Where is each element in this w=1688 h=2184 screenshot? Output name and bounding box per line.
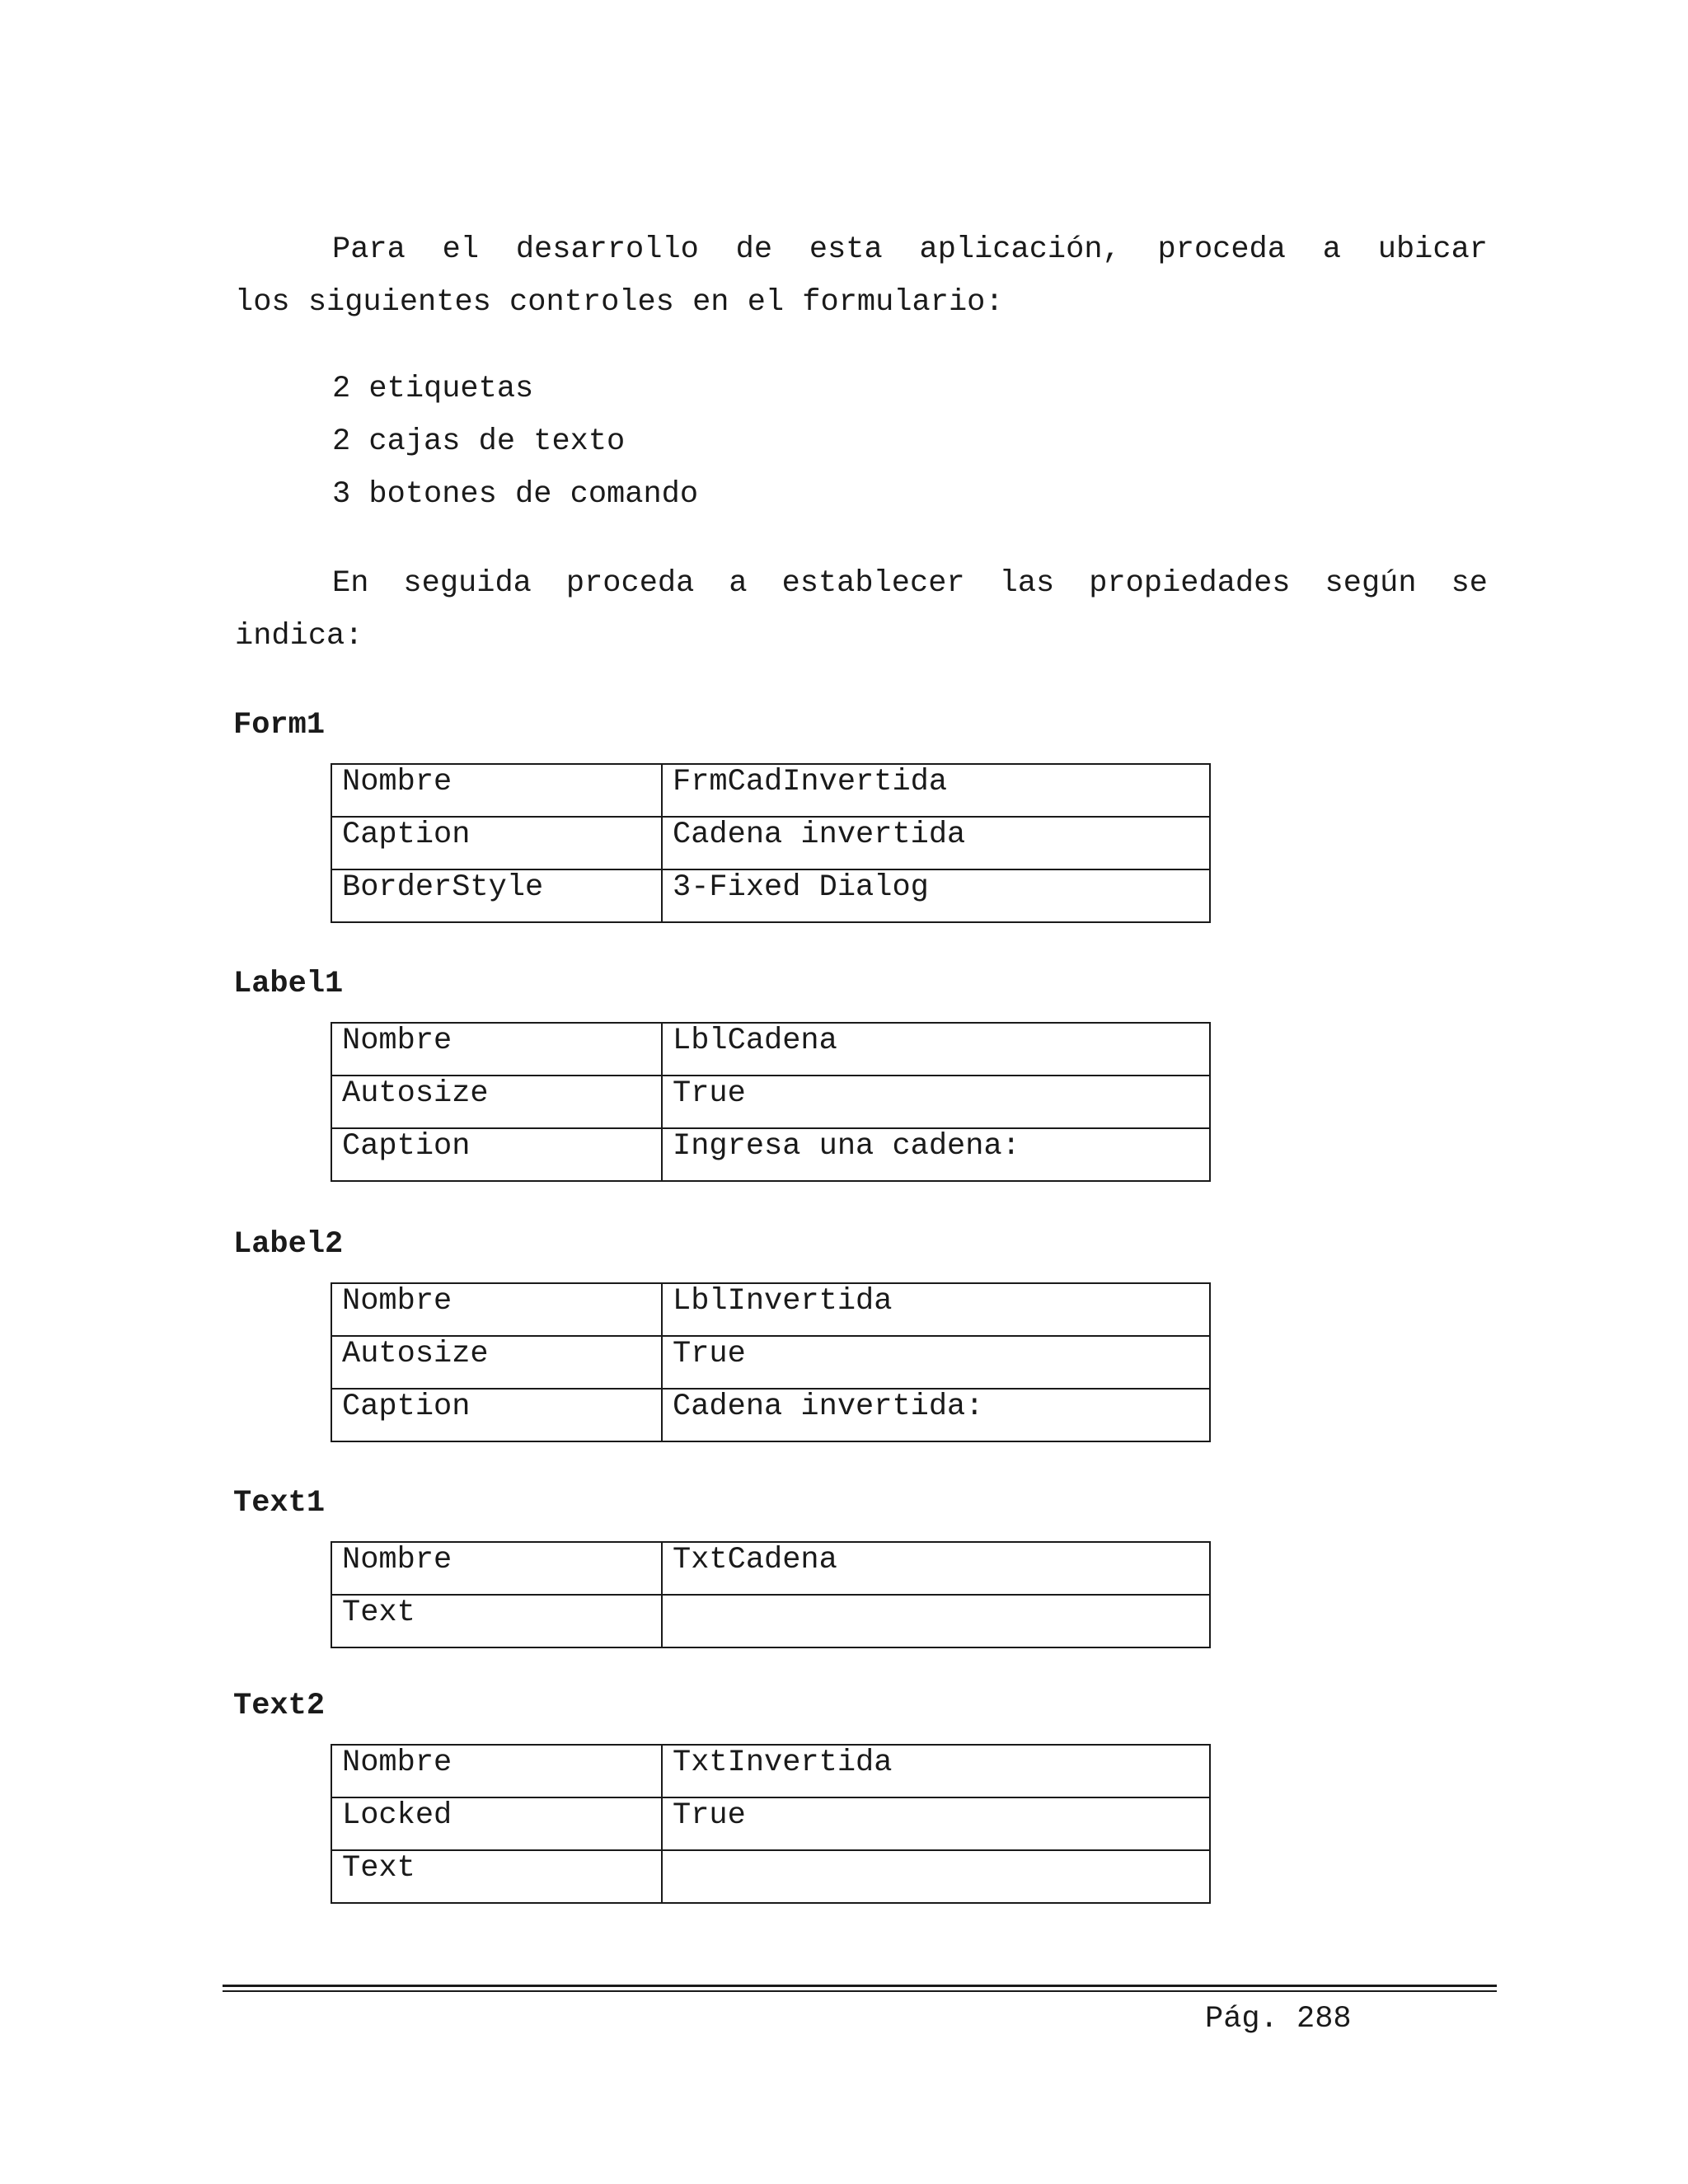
- property-value: Cadena invertida: [662, 817, 1210, 869]
- property-name: Text: [331, 1850, 662, 1903]
- table-row: [331, 1023, 1210, 1076]
- property-name: Text: [331, 1595, 662, 1647]
- instruction-line-2: indica:: [235, 619, 363, 654]
- property-name: Nombre: [331, 1542, 662, 1595]
- table-row: [331, 1745, 1210, 1797]
- property-value: True: [662, 1797, 1210, 1850]
- properties-table-form1: [331, 763, 1211, 923]
- table-row: [331, 1389, 1210, 1441]
- table-row: [331, 764, 1210, 817]
- instruction-line-1: En seguida proceda a establecer las propiedades según se: [332, 566, 1488, 601]
- instruction-paragraph: [235, 557, 1488, 663]
- property-name: BorderStyle: [331, 869, 662, 922]
- property-value: 3-Fixed Dialog: [662, 869, 1210, 922]
- intro-line-2: los siguientes controles en el formulario:: [235, 285, 1004, 320]
- property-value: TxtInvertida: [662, 1745, 1210, 1797]
- property-name: Autosize: [331, 1336, 662, 1389]
- property-name: Locked: [331, 1797, 662, 1850]
- table-row: [331, 1336, 1210, 1389]
- intro-paragraph: [235, 223, 1488, 329]
- property-value: Cadena invertida:: [662, 1389, 1210, 1441]
- property-value: True: [662, 1336, 1210, 1389]
- property-value: LblCadena: [662, 1023, 1210, 1076]
- table-row: [331, 1542, 1210, 1595]
- intro-line-1: Para el desarrollo de esta aplicación, proceda a ubicar: [332, 232, 1488, 267]
- property-name: Caption: [331, 1128, 662, 1181]
- table-row: [331, 1128, 1210, 1181]
- property-name: Caption: [331, 1389, 662, 1441]
- page-number: Pág. 288: [1205, 2002, 1352, 2036]
- property-value: [662, 1595, 1210, 1647]
- section-title-label1: Label1: [233, 967, 344, 1001]
- property-value: True: [662, 1076, 1210, 1128]
- table-row: [331, 869, 1210, 922]
- table-row: [331, 1850, 1210, 1903]
- property-name: Caption: [331, 817, 662, 869]
- properties-table-label1: [331, 1022, 1211, 1182]
- property-value: FrmCadInvertida: [662, 764, 1210, 817]
- table-row: [331, 817, 1210, 869]
- property-name: Nombre: [331, 1023, 662, 1076]
- properties-table-label2: [331, 1282, 1211, 1442]
- footer-rule-top: [223, 1985, 1497, 1987]
- property-value: [662, 1850, 1210, 1903]
- list-item: 2 etiquetas: [332, 372, 534, 406]
- property-name: Nombre: [331, 764, 662, 817]
- properties-table-text2: [331, 1744, 1211, 1904]
- properties-table-text1: [331, 1541, 1211, 1648]
- controls-list: [332, 363, 698, 521]
- property-name: Autosize: [331, 1076, 662, 1128]
- footer-rule-bottom: [223, 1990, 1497, 1992]
- table-row: [331, 1076, 1210, 1128]
- property-name: Nombre: [331, 1745, 662, 1797]
- section-title-form1: Form1: [233, 708, 326, 743]
- list-item: 2 cajas de texto: [332, 424, 626, 459]
- table-row: [331, 1595, 1210, 1647]
- property-value: TxtCadena: [662, 1542, 1210, 1595]
- list-item: 3 botones de comando: [332, 477, 699, 512]
- table-row: [331, 1283, 1210, 1336]
- section-title-text1: Text1: [233, 1486, 326, 1521]
- section-title-label2: Label2: [233, 1227, 344, 1262]
- section-title-text2: Text2: [233, 1689, 326, 1723]
- table-row: [331, 1797, 1210, 1850]
- property-name: Nombre: [331, 1283, 662, 1336]
- property-value: Ingresa una cadena:: [662, 1128, 1210, 1181]
- property-value: LblInvertida: [662, 1283, 1210, 1336]
